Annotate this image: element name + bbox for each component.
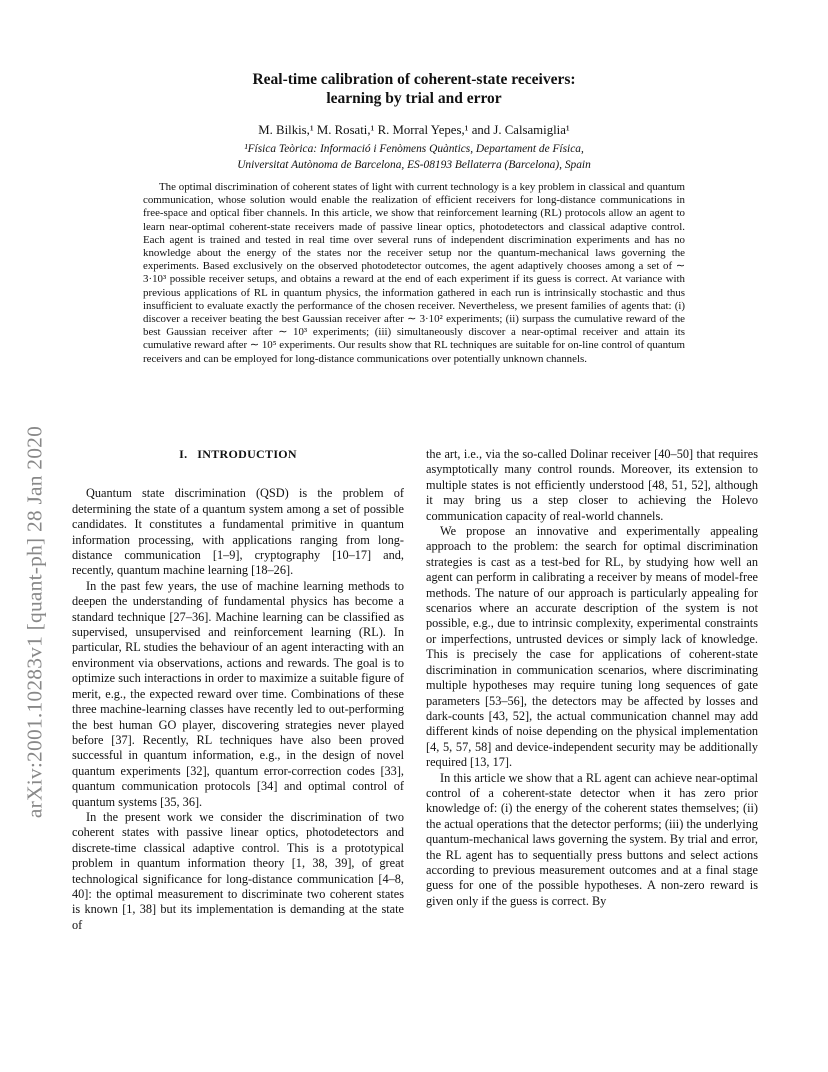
- paper-title: [0, 70, 828, 108]
- left-column: [72, 447, 404, 933]
- author-list: M. Bilkis,¹ M. Rosati,¹ R. Morral Yepes,¹ and J. Calsamiglia¹: [258, 123, 570, 137]
- affiliation-line-2: Universitat Autònoma de Barcelona, ES-08193 Bellaterra (Barcelona), Spain: [237, 159, 591, 171]
- paragraph: Quantum state discrimination (QSD) is the problem of determining the state of a quantum system among a set of possible candidates. It constitutes a fundamental primitive in quantum information processing, with applications ranging from long-distance communication [1–9], cryptography [10–17] and, recently, quantum machine learning [18–26].: [72, 486, 404, 578]
- paragraph: In the past few years, the use of machine learning methods to deepen the understanding of fundamental physics has become a standard technique [27–36]. Machine learning can be classified as supervised, unsupervised and reinforcement learning (RL). In particular, RL studies the behaviour of an agent interacting with an environment via observations, actions and rewards. The goal is to optimize such interactions in order to maximize a suitable figure of merit, e.g., the expected reward over time. Combinations of these three machine-learning classes have recently led to out-performing the best human GO player, discovering strategies never played before [37]. Recently, RL techniques have also been proved successful in quantum information, e.g., in the design of novel quantum experiments [32], quantum error-correction codes [33], quantum communication protocols [34] and optimal control of quantum systems [35, 36].: [72, 578, 404, 809]
- right-column: [426, 447, 758, 909]
- section-title: INTRODUCTION: [197, 447, 297, 461]
- arxiv-stamp: arXiv:2001.10283v1 [quant-ph] 28 Jan 2020: [22, 425, 47, 818]
- section-heading: [72, 447, 404, 462]
- paragraph: In this article we show that a RL agent can achieve near-optimal control of a coherent-state detector when it has zero prior knowledge of: (i) the energy of the coherent states themselves; (ii) the actual operations that the detector performs; (iii) the underlying quantum-mechanical laws governing the system. By trial and error, the RL agent has to sequentially press buttons and select actions according to previous measurement outcomes and at a final stage guess for one of the possible hypotheses. A non-zero reward is given only if the guess is correct. By: [426, 770, 758, 908]
- paragraph: In the present work we consider the discrimination of two coherent states with passive linear optics, photodetectors and discrete-time classical adaptive control. This is a prototypical problem in quantum information theory [1, 38, 39], of great technological significance for long-distance communication [4–8, 40]: the optimal measurement to discriminate two coherent states is known [1, 38] but its implementation is demanding at the state of: [72, 809, 404, 932]
- affiliation-line-1: ¹Física Teòrica: Informació i Fenòmens Quàntics, Departament de Física,: [244, 143, 584, 155]
- paragraph: the art, i.e., via the so-called Dolinar receiver [40–50] that requires asymptotically many control rounds. Moreover, its extension to multiple states is not efficiently understood [48, 51, 52], although it may bring us a step closer to achieving the Holevo communication capacity of real-world channels.: [426, 447, 758, 523]
- section-number: I.: [179, 447, 188, 461]
- abstract: The optimal discrimination of coherent states of light with current technology is a key problem in classical and quantum communication, whose solution would enable the realization of efficient receivers for long-distance communications in free-space and optical fiber channels. In this article, we show that reinforcement learning (RL) protocols allow an agent to learn near-optimal coherent-state receivers made of passive linear optics, photodetectors and classical adaptive control. Each agent is trained and tested in real time over several runs of independent discrimination experiments and has no knowledge about the energy of the states nor the receiver setup nor the quantum-mechanical laws governing the experiments. Based exclusively on the observed photodetector outcomes, the agent adaptively chooses among a set of ∼ 3·10³ possible receiver setups, and obtains a reward at the end of each experiment if its guess is correct. At variance with previous applications of RL in quantum physics, the information gathered in each run is intrinsically stochastic and thus insufficient to evaluate exactly the performance of the chosen receiver. Nevertheless, we present families of agents that: (i) discover a receiver beating the best Gaussian receiver after ∼ 3·10² experiments; (ii) surpass the cumulative reward of the best Gaussian receiver after ∼ 10³ experiments; (iii) simultaneously discover a near-optimal receiver and attain its cumulative reward after ∼ 10⁵ experiments. Our results show that RL techniques are suitable for on-line control of quantum receivers and can be employed for long-distance communications over potentially unknown channels.: [143, 181, 685, 365]
- paragraph: We propose an innovative and experimentally appealing approach to the problem: the search for optimal discrimination strategies is cast as a test-bed for RL, by studying how well an agent can perform in calibrating a receiver by means of model-free methods. The nature of our approach is particularly appealing for scenarios where an accurate description of the system is not possible, e.g., due to intrinsic complexity, experimental constraints or imperfections, untrusted devices or simply lack of knowledge. This is precisely the case for applications of coherent-state discrimination in communication scenarios, where discriminating multiple hypotheses may require tuning long sequences of gate parameters [53–56], the detectors may be affected by losses and dark-counts [43, 52], the actual communication channel may add different kinds of noise depending on the physical implementation [4, 5, 57, 58] and device-independent security may be additionally required [13, 17].: [426, 524, 758, 770]
- title-line-2: learning by trial and error: [326, 90, 502, 107]
- title-line-1: Real-time calibration of coherent-state receivers:: [252, 71, 576, 88]
- affiliation: [0, 141, 828, 173]
